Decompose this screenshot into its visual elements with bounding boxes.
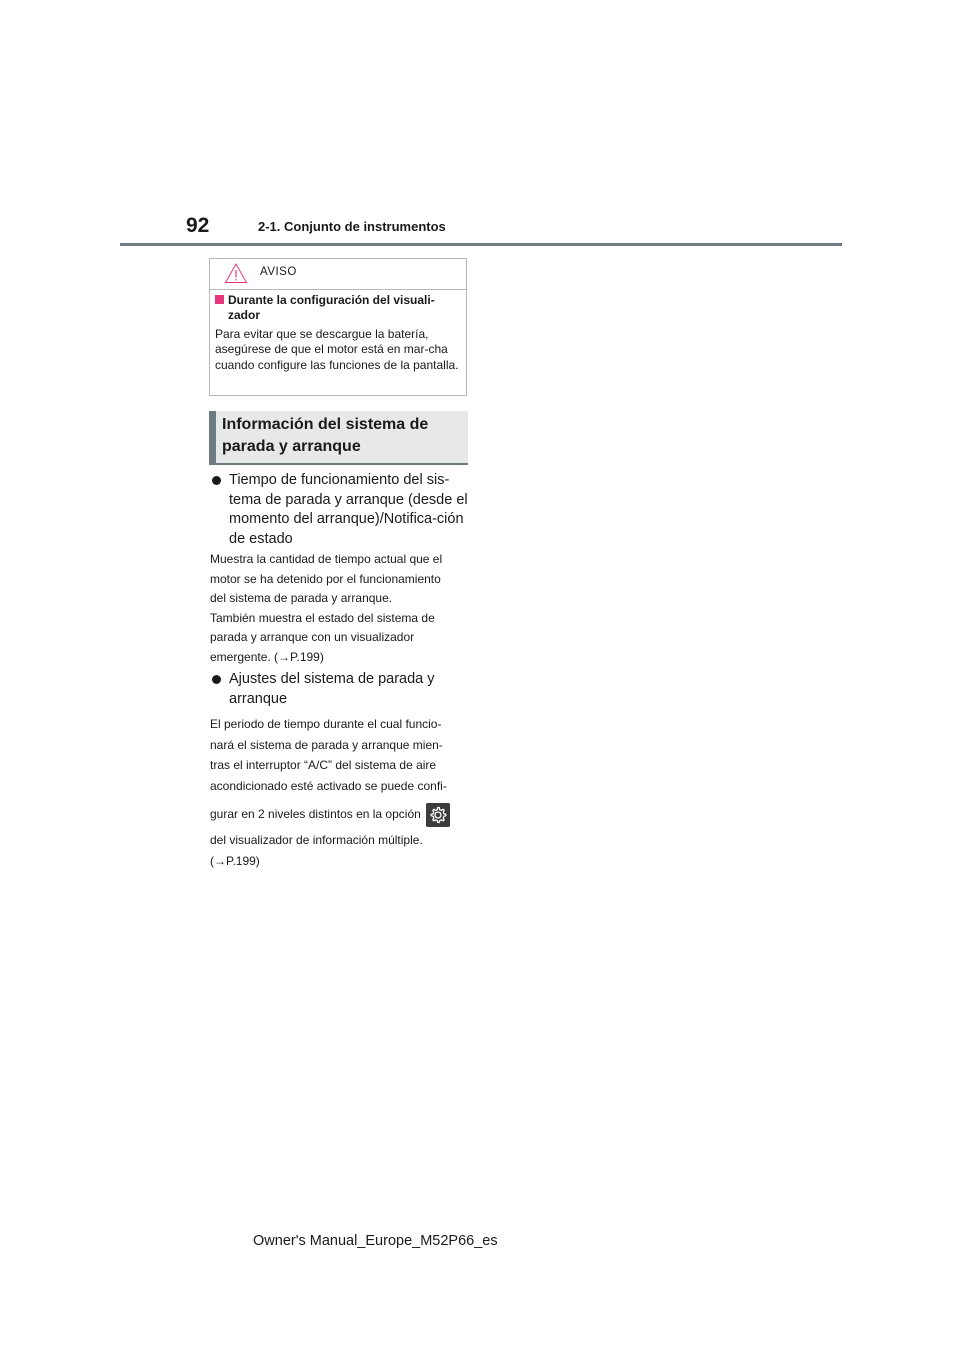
item1-line: parada y arranque con un visualizador — [210, 630, 415, 644]
item2-line: El periodo de tiempo durante el cual funcio- — [210, 717, 442, 731]
round-bullet-icon — [212, 675, 221, 684]
item2-line: tras el interruptor “A/C” del sistema de aire — [210, 758, 437, 772]
item1-body — [210, 550, 468, 667]
section-heading — [209, 411, 468, 465]
square-bullet-icon — [215, 295, 224, 304]
item2-title — [210, 670, 470, 709]
item1-title-text: Tiempo de funcionamiento del sis-tema de parada y arranque (desde el momento del arranque)/Notifica-ción de estado — [229, 472, 468, 547]
item2-line: nará el sistema de parada y arranque mien- — [210, 737, 443, 752]
item2-line: del visualizador de información múltiple. — [210, 833, 423, 847]
warning-subtitle-line2: zador — [228, 308, 261, 322]
warning-title: AVISO — [260, 266, 297, 278]
item1-line: motor se ha detenido por el funcionamiento — [210, 571, 441, 586]
item2-title-text: Ajustes del sistema de parada y arranque — [229, 671, 435, 707]
warning-text: Para evitar que se descargue la batería, asegúrese de que el motor está en mar-cha cuando configure las funciones de la pantalla. — [215, 327, 459, 372]
page-number: 92 — [186, 214, 210, 237]
footer-manual-id: Owner's Manual_Europe_M52P66_es — [253, 1233, 498, 1249]
item2-line-with-icon — [210, 800, 468, 828]
warning-triangle-icon — [224, 262, 248, 284]
section-title: 2-1. Conjunto de instrumentos — [258, 219, 446, 234]
header-rule — [120, 243, 842, 246]
heading-line2: parada y arranque — [222, 438, 361, 455]
item1-line: del sistema de parada y arranque. — [210, 591, 393, 605]
warning-subtitle-line1: Durante la configuración del visuali- — [228, 293, 435, 307]
item1-line: Muestra la cantidad de tiempo actual que el — [210, 552, 443, 566]
settings-gear-icon — [426, 803, 450, 827]
heading-text — [222, 414, 462, 458]
item2-line: acondicionado esté activado se puede confi- — [210, 778, 447, 793]
item2-line: (→P.199) — [210, 853, 260, 868]
heading-line1: Información del sistema de — [222, 416, 429, 433]
warning-header — [210, 259, 466, 290]
item1-title — [210, 471, 470, 549]
item2-body — [210, 715, 468, 871]
item1-line: También muestra el estado del sistema de — [210, 610, 435, 625]
heading-accent-bar — [209, 411, 216, 465]
warning-subtitle — [215, 293, 459, 323]
warning-box — [209, 258, 467, 396]
item2-line: gurar en 2 niveles distintos en la opción — [210, 807, 421, 821]
round-bullet-icon — [212, 476, 221, 485]
item1-line: emergente. (→P.199) — [210, 649, 324, 664]
